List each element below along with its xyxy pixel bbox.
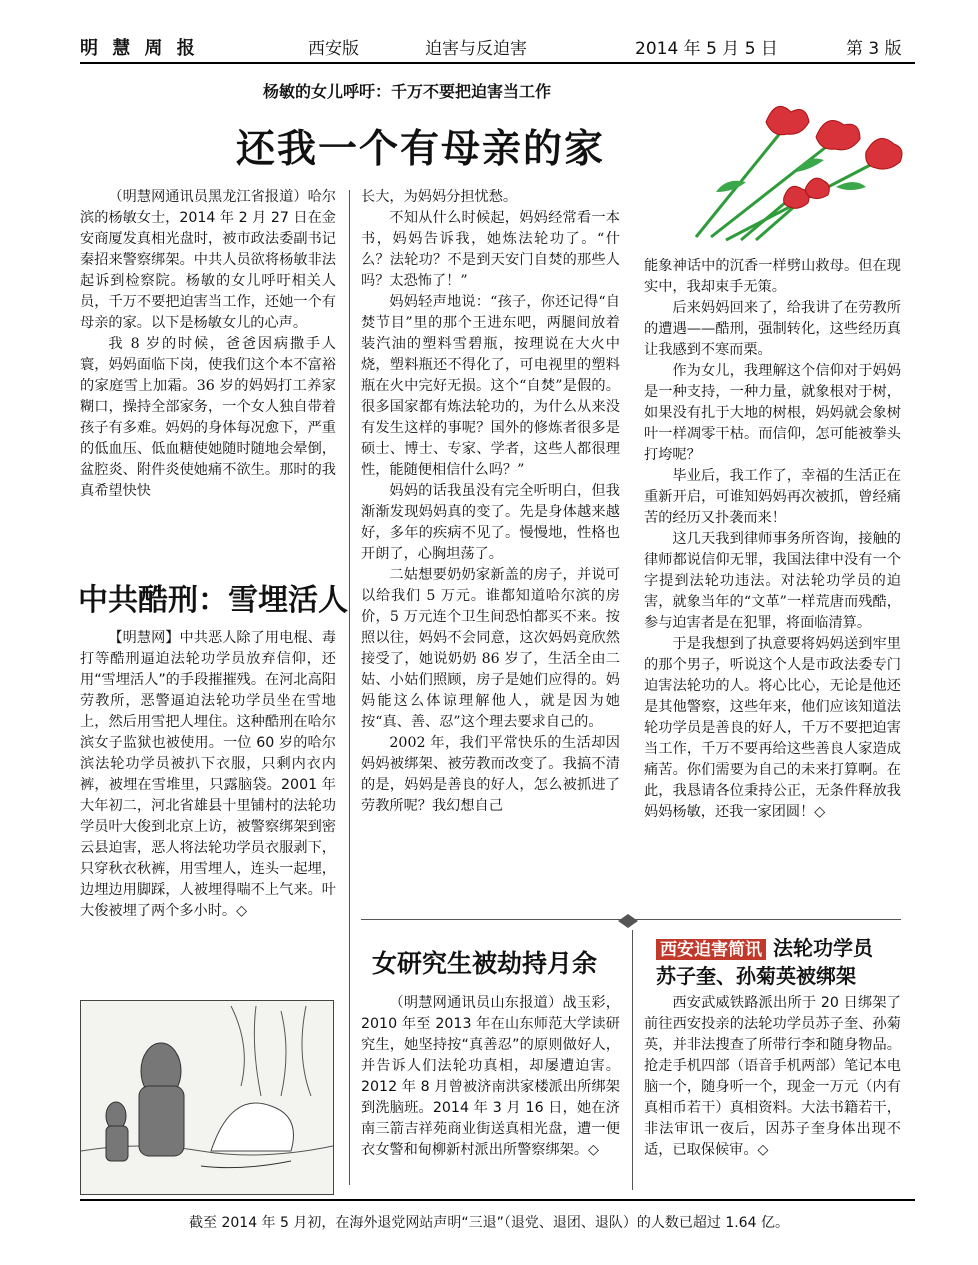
issue-date: 2014 年 5 月 5 日 — [635, 39, 778, 59]
sketch-icon — [81, 1001, 333, 1194]
torture-title: 中共酷刑：雪埋活人 — [78, 583, 348, 618]
page-header — [80, 34, 915, 62]
lead-title: 还我一个有母亲的家 — [236, 126, 606, 172]
lead-paragraph: 能象神话中的沉香一样劈山救母。但在现实中，我却束手无策。 — [644, 258, 901, 295]
lead-paragraph: 不知从什么时候起，妈妈经常看一本书，妈妈告诉我，她炼法轮功了。“什么？法轮功？不是到天安门自焚的那些人吗？太恐怖了！” — [361, 210, 620, 289]
footer-note: 截至 2014 年 5 月初，在海外退党网站声明“三退”（退党、退团、退队）的人数已超过 1.64 亿。 — [189, 1215, 789, 1231]
student-article — [361, 993, 620, 1161]
lead-column-3 — [644, 256, 901, 823]
lead-intro-paragraph: （明慧网通讯员黑龙江省报道）哈尔滨的杨敏女士，2014 年 2 月 27 日在金安商厦发真相光盘时，被市政法委副书记秦招来警察绑架。中共人员欲将杨敏非法起诉到检察院。杨敏的女儿呼吁相关人员，千万不要把迫害当工作，还她一个有母亲的家。以下是杨敏女儿的心声。 — [80, 189, 336, 331]
lead-column-1 — [80, 187, 336, 502]
torture-article — [80, 628, 336, 922]
xian-title1: 法轮功学员 — [772, 936, 873, 960]
lead-paragraph: 这几天我到律师事务所咨询，接触的律师都说信仰无罪，我国法律中没有一个字提到法轮功违法。对法轮功学员的迫害，就象当年的“文革”一样荒唐而残酷，参与迫害者是在犯罪，将面临清算。 — [644, 531, 901, 631]
carnation-icon — [686, 92, 914, 242]
page-number: 第 3 版 — [846, 39, 902, 59]
diamond-icon — [618, 913, 638, 927]
xian-text: 西安武威铁路派出所于 20 日绑架了前往西安投亲的法轮功学员苏子奎、孙菊英，并非法搜查了所带行李和随身物品。抢走手机四部（语音手机两部）笔记本电脑一个，随身听一个，现金一万元（内有真相币若干）真相资料。大法书籍若干，非法审讯一夜后，因苏子奎身体出现不适，已取保候审。◇ — [644, 995, 901, 1158]
edition: 西安版 — [308, 39, 359, 59]
lead-paragraph: 作为女儿，我理解这个信仰对于妈妈是一种支持，一种力量，就象根对于树，如果没有扎于大地的树根，妈妈就会象树叶一样凋零干枯。而信仰，怎可能被拳头打垮呢？ — [644, 363, 901, 463]
lead-paragraph: 2002 年，我们平常快乐的生活却因妈妈被绑架、被劳教而改变了。我搞不清的是，妈妈是善良的好人，怎么被抓进了劳教所呢？我幻想自己 — [361, 735, 620, 814]
lead-kicker: 杨敏的女儿呼吁：千万不要把迫害当工作 — [263, 82, 552, 101]
student-text: （明慧网通讯员山东报道）战玉彩，2010 年至 2013 年在山东师范大学读研究生，她坚持按“真善忍”的原则做好人，并告诉人们法轮功真相，却屡遭迫害。2012 年 8 月曾被济南洪家楼派出所绑架到洗脑班。2014 年 3 月 16 日，她在济南三箭吉祥苑商业街送真相光盘，遭一便衣女警和甸柳新村派出所警察绑架。◇ — [361, 995, 620, 1158]
xian-title-line1 — [656, 932, 873, 961]
lead-paragraph: 我 8 岁的时候，爸爸因病撒手人寰，妈妈面临下岗，使我们这个本不富裕的家庭雪上加霜。36 岁的妈妈打工养家糊口，操持全部家务，一个女人独自带着孩子有多难。妈妈的身体每况愈下，严重的低血压、低血糖使她随时随地会晕倒，盆腔炎、附件炎使她痛不欲生。那时的我真希望快快 — [80, 336, 336, 499]
carnation-illustration — [686, 92, 914, 242]
xian-article — [644, 993, 901, 1161]
lead-paragraph: 长大，为妈妈分担忧愁。 — [361, 189, 518, 205]
column-divider — [349, 190, 350, 1185]
lead-paragraph: 二姑想要奶奶家新盖的房子，并说可以给我们 5 万元。谁都知道哈尔滨的房价，5 万元连个卫生间恐怕都买不来。按照以往，妈妈不会同意，这次妈妈竟欣然接受了，她说奶奶 86 岁了，生活全由二姑、小姑们照顾，房子是她们应得的。妈妈能这么体谅理解他人，就是因为她按“真、善、忍”这个理去要求自己的。 — [361, 567, 620, 730]
section-name: 迫害与反迫害 — [425, 39, 527, 59]
column-divider — [632, 930, 633, 1190]
header-rule — [80, 62, 915, 64]
masthead: 明 慧 周 报 — [80, 38, 199, 59]
lead-paragraph: 妈妈轻声地说：“孩子，你还记得“自焚节目”里的那个王进东吧，两腿间放着装汽油的塑料雪碧瓶，按理说在大火中烧，塑料瓶还不得化了，可电视里的塑料瓶在火中完好无损。这个“自焚”是假的。很多国家都有炼法轮功的，为什么从来没有发生这样的事呢？国外的修炼者很多是硕士、博士、专家、学者，这些人都很理性，能随便相信什么吗？” — [361, 294, 620, 478]
xian-tag: 西安迫害简讯 — [656, 939, 766, 960]
lead-paragraph: 妈妈的话我虽没有完全听明白，但我渐渐发现妈妈真的变了。先是身体越来越好，多年的疾病不见了。慢慢地，性格也开朗了，心胸坦荡了。 — [361, 483, 620, 562]
lead-column-2 — [361, 187, 620, 817]
torture-text: 【明慧网】中共恶人除了用电棍、毒打等酷刑逼迫法轮功学员放弃信仰，还用“雪埋活人”的手段摧摧残。在河北高阳劳教所，恶警逼迫法轮功学员坐在雪地上，然后用雪把人埋住。这种酷刑在哈尔滨女子监狱也被使用。一位 60 岁的哈尔滨法轮功学员被扒下衣服，只剩内衣内裤，被埋在雪堆里，只露脑袋。2001 年大年初二，河北省雄县十里铺村的法轮功学员叶大俊到北京上访，被警察绑架到密云县迫害，恶人将法轮功学员衣服剥下，只穿秋衣秋裤，用雪埋人，连头一起埋，边埋边用脚踩，人被埋得喘不上气来。叶大俊被埋了两个多小时。◇ — [80, 630, 336, 919]
lead-paragraph: 后来妈妈回来了，给我讲了在劳教所的遭遇——酷刑，强制转化，这些经历真让我感到不寒而栗。 — [644, 300, 901, 358]
xian-title2: 苏子奎、孙菊英被绑架 — [656, 964, 856, 988]
lead-paragraph: 毕业后，我工作了，幸福的生活正在重新开启，可谁知妈妈再次被抓，曾经痛苦的经历又扑袭而来！ — [644, 468, 901, 526]
lead-paragraph: 于是我想到了执意要将妈妈送到牢里的那个男子，听说这个人是市政法委专门迫害法轮功的人。将心比心，无论是他还是其他警察，这些年来，他们应该知道法轮功学员是善良的好人，千万不要把迫害当工作，千万不要再给这些善良人家造成痛苦。你们需要为自己的未来打算啊。在此，我恳请各位秉持公正，无条件释放我妈妈杨敏，还我一家团圆！◇ — [644, 636, 901, 820]
footer-rule — [80, 1199, 915, 1201]
snow-burial-sketch — [80, 1000, 334, 1195]
student-title: 女研究生被劫持月余 — [372, 949, 598, 978]
